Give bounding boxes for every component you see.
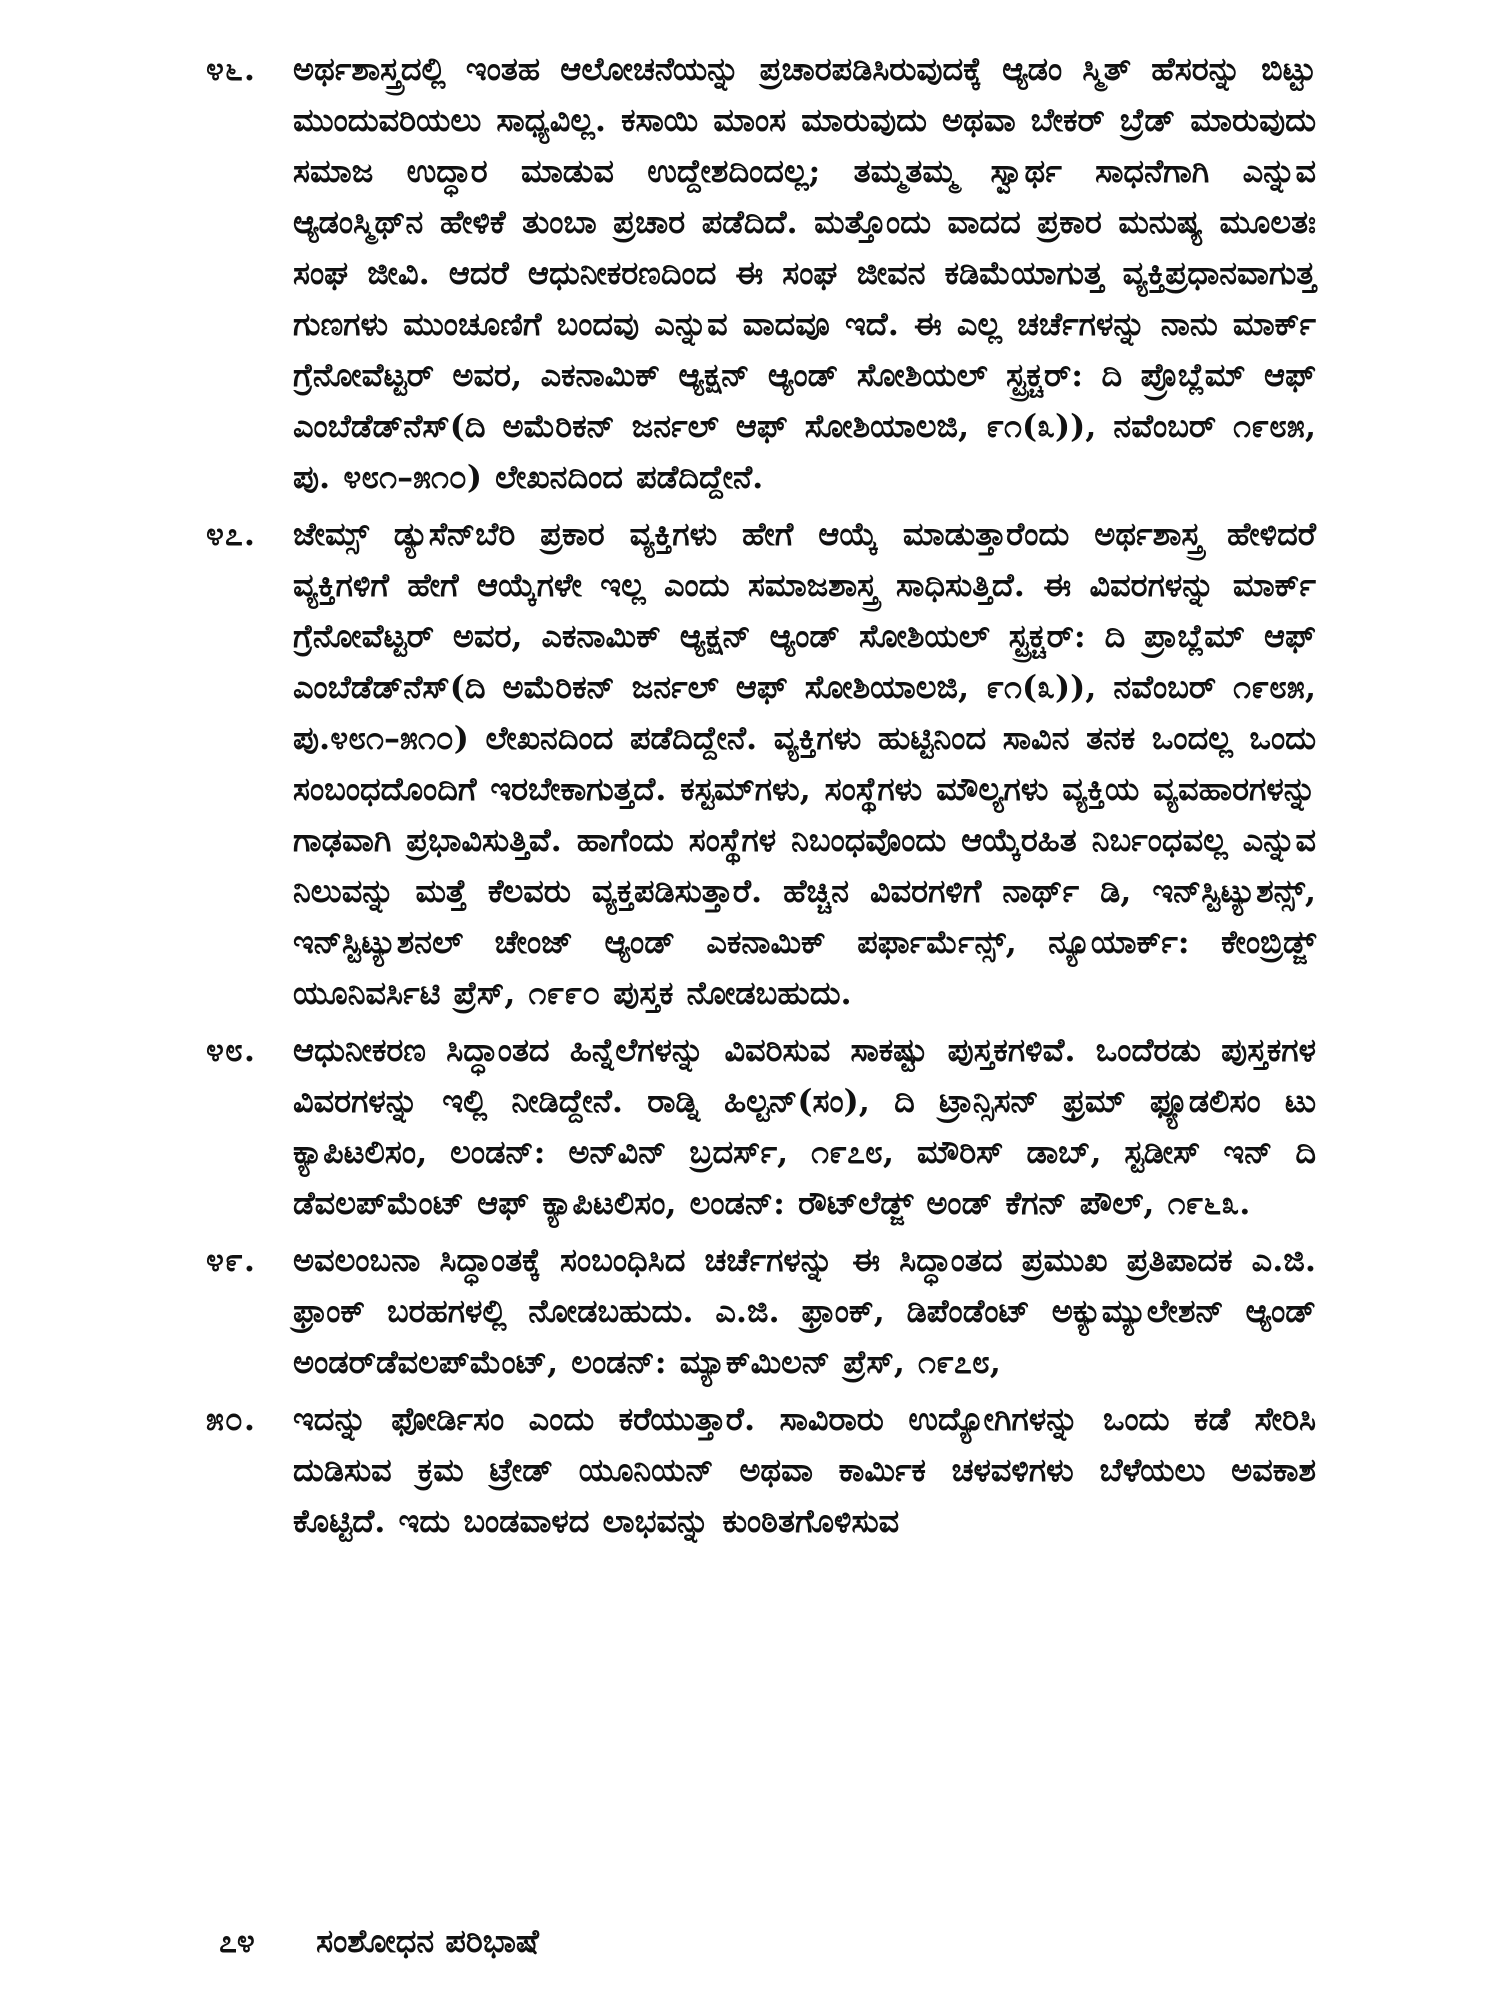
endnote-50 — [206, 1394, 1316, 1547]
endnote-text: ಆಧುನೀಕರಣ ಸಿದ್ಧಾಂತದ ಹಿನ್ನೆಲೆಗಳನ್ನು ವಿವರಿಸುವ ಸಾಕಷ್ಟು ಪುಸ್ತಕಗಳಿವೆ. ಒಂದೆರಡು ಪುಸ್ತಕಗಳ ವಿವರಗಳನ್ನು ಇಲ್ಲಿ ನೀಡಿದ್ದೇನೆ. ರಾಡ್ನಿ ಹಿಲ್ಟನ್(ಸಂ), ದಿ ಟ್ರಾನ್ಸಿಸನ್ ಫ್ರಮ್ ಫ್ಯೂಡಲಿಸಂ ಟು ಕ್ಯಾಪಿಟಲಿಸಂ, ಲಂಡನ್: ಅನ್‌ವಿನ್ ಬ್ರದರ್ಸ್, ೧೯೭೮, ಮೌರಿಸ್ ಡಾಬ್, ಸ್ಟಡೀಸ್ ಇನ್ ದಿ ಡೆವಲಪ್‌ಮೆಂಟ್ ಆಫ್ ಕ್ಯಾಪಿಟಲಿಸಂ, ಲಂಡನ್: ರೌಟ್‌ಲೆಡ್ಜ್ ಅಂಡ್ ಕೆಗನ್ ಪೌಲ್, ೧೯೬೩. — [293, 1031, 1316, 1222]
endnote-49 — [206, 1235, 1316, 1388]
endnote-number: ೪೮. — [206, 1031, 256, 1069]
endnote-text: ಅವಲಂಬನಾ ಸಿದ್ಧಾಂತಕ್ಕೆ ಸಂಬಂಧಿಸಿದ ಚರ್ಚೆಗಳನ್ನು ಈ ಸಿದ್ಧಾಂತದ ಪ್ರಮುಖ ಪ್ರತಿಪಾದಕ ಎ.ಜಿ. ಫ್ರಾಂಕ್ ಬರಹಗಳಲ್ಲಿ ನೋಡಬಹುದು. ಎ.ಜಿ. ಫ್ರಾಂಕ್, ಡಿಪೆಂಡೆಂಟ್ ಅಕ್ಯುಮ್ಯುಲೇಶನ್ ಆ್ಯಂಡ್ ಅಂಡರ್‌ಡೆವಲಪ್‌ಮೆಂಟ್, ಲಂಡನ್: ಮ್ಯಾಕ್‌ಮಿಲನ್ ಪ್ರೆಸ್, ೧೯೭೮, — [293, 1241, 1316, 1381]
endnote-text: ಅರ್ಥಶಾಸ್ತ್ರದಲ್ಲಿ ಇಂತಹ ಆಲೋಚನೆಯನ್ನು ಪ್ರಚಾರಪಡಿಸಿರುವುದಕ್ಕೆ ಆ್ಯಡಂ ಸ್ಮಿತ್ ಹೆಸರನ್ನು ಬಿಟ್ಟು ಮುಂದುವರಿಯಲು ಸಾಧ್ಯವಿಲ್ಲ. ಕಸಾಯಿ ಮಾಂಸ ಮಾರುವುದು ಅಥವಾ ಬೇಕರ್ ಬ್ರೆಡ್ ಮಾರುವುದು ಸಮಾಜ ಉದ್ಧಾರ ಮಾಡುವ ಉದ್ದೇಶದಿಂದಲ್ಲ; ತಮ್ಮತಮ್ಮ ಸ್ವಾರ್ಥ ಸಾಧನೆಗಾಗಿ ಎನ್ನುವ ಆ್ಯಡಂಸ್ಮಿಥ್‌ನ ಹೇಳಿಕೆ ತುಂಬಾ ಪ್ರಚಾರ ಪಡೆದಿದೆ. ಮತ್ತೊಂದು ವಾದದ ಪ್ರಕಾರ ಮನುಷ್ಯ ಮೂಲತಃ ಸಂಘ ಜೀವಿ. ಆದರೆ ಆಧುನೀಕರಣದಿಂದ ಈ ಸಂಘ ಜೀವನ ಕಡಿಮೆಯಾಗುತ್ತ ವ್ಯಕ್ತಿಪ್ರಧಾನವಾಗುತ್ತ ಗುಣಗಳು ಮುಂಚೂಣಿಗೆ ಬಂದವು ಎನ್ನುವ ವಾದವೂ ಇದೆ. ಈ ಎಲ್ಲ ಚರ್ಚೆಗಳನ್ನು ನಾನು ಮಾರ್ಕ್ ಗ್ರೆನೋವೆಟ್ಟರ್ ಅವರ, ಎಕನಾಮಿಕ್ ಆ್ಯಕ್ಷನ್ ಆ್ಯಂಡ್ ಸೋಶಿಯಲ್ ಸ್ಟ್ರಕ್ಚರ್: ದಿ ಪ್ರೊಬ್ಲೆಮ್ ಆಫ್ ಎಂಬೆಡೆಡ್‌ನೆಸ್(ದಿ ಅಮೆರಿಕನ್ ಜರ್ನಲ್ ಆಫ್ ಸೋಶಿಯಾಲಜಿ, ೯೧(೩)), ನವೆಂಬರ್ ೧೯೮೫, ಪು. ೪೮೧–೫೧೦) ಲೇಖನದಿಂದ ಪಡೆದಿದ್ದೇನೆ. — [293, 50, 1316, 496]
page-footer — [219, 1919, 539, 1963]
endnotes-list — [206, 44, 1316, 1553]
endnote-number: ೫೦. — [206, 1400, 256, 1438]
endnote-text: ಇದನ್ನು ಫೋರ್ಡಿಸಂ ಎಂದು ಕರೆಯುತ್ತಾರೆ. ಸಾವಿರಾರು ಉದ್ಯೋಗಿಗಳನ್ನು ಒಂದು ಕಡೆ ಸೇರಿಸಿ ದುಡಿಸುವ ಕ್ರಮ ಟ್ರೇಡ್ ಯೂನಿಯನ್ ಅಥವಾ ಕಾರ್ಮಿಕ ಚಳವಳಿಗಳು ಬೆಳೆಯಲು ಅವಕಾಶ ಕೊಟ್ಟಿದೆ. ಇದು ಬಂಡವಾಳದ ಲಾಭವನ್ನು ಕುಂಠಿತಗೊಳಿಸುವ — [293, 1400, 1316, 1540]
endnote-number: ೪೭. — [206, 515, 256, 553]
book-title: ಸಂಶೋಧನ ಪರಿಭಾಷೆ — [316, 1922, 539, 1960]
page-number: ೭೪ — [219, 1922, 255, 1960]
endnote-48 — [206, 1025, 1316, 1229]
endnote-number: ೪೬. — [206, 50, 256, 88]
endnote-number: ೪೯. — [206, 1241, 256, 1279]
endnote-47 — [206, 509, 1316, 1019]
endnote-46 — [206, 44, 1316, 503]
endnote-text: ಜೇಮ್ಸ್ ಡ್ಯುಸೆನ್‌ಬೆರಿ ಪ್ರಕಾರ ವ್ಯಕ್ತಿಗಳು ಹೇಗೆ ಆಯ್ಕೆ ಮಾಡುತ್ತಾರೆಂದು ಅರ್ಥಶಾಸ್ತ್ರ ಹೇಳಿದರೆ ವ್ಯಕ್ತಿಗಳಿಗೆ ಹೇಗೆ ಆಯ್ಕೆಗಳೇ ಇಲ್ಲ ಎಂದು ಸಮಾಜಶಾಸ್ತ್ರ ಸಾಧಿಸುತ್ತಿದೆ. ಈ ವಿವರಗಳನ್ನು ಮಾರ್ಕ್ ಗ್ರೆನೋವೆಟ್ಟರ್ ಅವರ, ಎಕನಾಮಿಕ್ ಆ್ಯಕ್ಷನ್ ಆ್ಯಂಡ್ ಸೋಶಿಯಲ್ ಸ್ಟ್ರಕ್ಚರ್: ದಿ ಪ್ರಾಬ್ಲೆಮ್ ಆಫ್ ಎಂಬೆಡೆಡ್‌ನೆಸ್(ದಿ ಅಮೆರಿಕನ್ ಜರ್ನಲ್ ಆಫ್ ಸೋಶಿಯಾಲಜಿ, ೯೧(೩)), ನವೆಂಬರ್ ೧೯೮೫, ಪು.೪೮೧–೫೧೦) ಲೇಖನದಿಂದ ಪಡೆದಿದ್ದೇನೆ. ವ್ಯಕ್ತಿಗಳು ಹುಟ್ಟಿನಿಂದ ಸಾವಿನ ತನಕ ಒಂದಲ್ಲ ಒಂದು ಸಂಬಂಧದೊಂದಿಗೆ ಇರಬೇಕಾಗುತ್ತದೆ. ಕಸ್ಟಮ್‌ಗಳು, ಸಂಸ್ಥೆಗಳು ಮೌಲ್ಯಗಳು ವ್ಯಕ್ತಿಯ ವ್ಯವಹಾರಗಳನ್ನು ಗಾಢವಾಗಿ ಪ್ರಭಾವಿಸುತ್ತಿವೆ. ಹಾಗೆಂದು ಸಂಸ್ಥೆಗಳ ನಿಬಂಧವೊಂದು ಆಯ್ಕೆರಹಿತ ನಿರ್ಬಂಧವಲ್ಲ ಎನ್ನುವ ನಿಲುವನ್ನು ಮತ್ತೆ ಕೆಲವರು ವ್ಯಕ್ತಪಡಿಸುತ್ತಾರೆ. ಹೆಚ್ಚಿನ ವಿವರಗಳಿಗೆ ನಾರ್ಥ್ ಡಿ, ಇನ್‌ಸ್ಟಿಟ್ಯುಶನ್ಸ್, ಇನ್‌ಸ್ಟಿಟ್ಯುಶನಲ್ ಚೇಂಜ್ ಆ್ಯಂಡ್ ಎಕನಾಮಿಕ್ ಪರ್ಫಾರ್ಮೆನ್ಸ್, ನ್ಯೂಯಾರ್ಕ್: ಕೇಂಬ್ರಿಡ್ಜ್ ಯೂನಿವರ್ಸಿಟಿ ಪ್ರೆಸ್, ೧೯೯೦ ಪುಸ್ತಕ ನೋಡಬಹುದು. — [293, 515, 1316, 1012]
